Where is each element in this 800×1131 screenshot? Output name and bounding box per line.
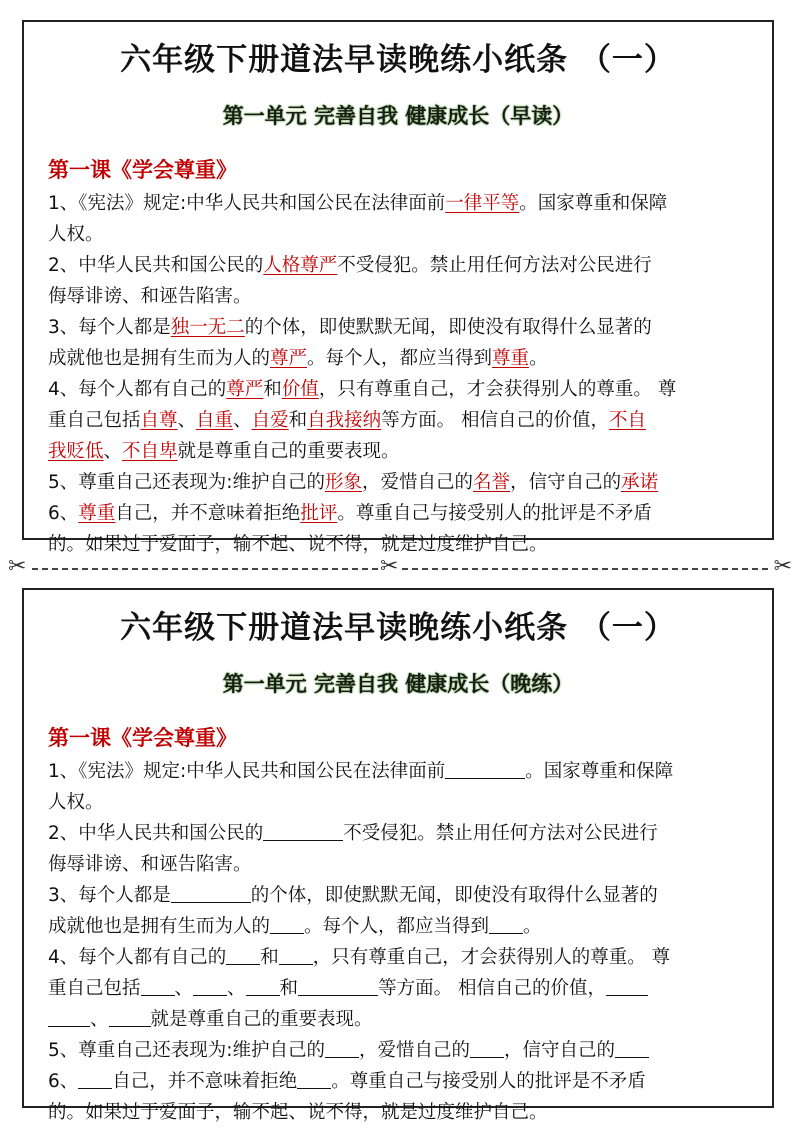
answer: 一律平等 (445, 193, 520, 214)
text-line (48, 250, 752, 281)
text-line (48, 467, 752, 498)
answer-blank[interactable] (279, 946, 313, 965)
card-title: 六年级下册道法早读晚练小纸条 （一） (120, 610, 676, 646)
evening-practice-card (22, 588, 774, 1123)
text-line (48, 787, 752, 818)
text: 、 (177, 410, 197, 431)
answer: 不自卑 (122, 441, 178, 462)
answer: 自我接纳 (307, 410, 382, 431)
text: 。国家尊重和保障 (525, 761, 674, 782)
text: 、 (174, 978, 194, 999)
text-line (48, 818, 752, 849)
answer: 自尊 (140, 410, 178, 431)
text: 等方面。 相信自己的价值， (378, 978, 606, 999)
scissors-icon: ✂ (773, 554, 792, 579)
answer: 独一无二 (170, 317, 245, 338)
text: ，只有尊重自己，才会获得别人的尊重。 尊 (318, 379, 677, 400)
text: 侮辱诽谤、和诬告陷害。 (48, 854, 252, 875)
lesson-text (48, 188, 752, 560)
answer-blank[interactable] (297, 1070, 331, 1089)
text: 成就他也是拥有生而为人的 (48, 348, 271, 369)
unit-subtitle: 第一单元 完善自我 健康成长（晚练） (222, 672, 574, 696)
text: ，爱惜自己的 (359, 1040, 471, 1061)
answer-blank[interactable] (226, 946, 260, 965)
text-line (48, 529, 752, 560)
text: 2、中华人民共和国公民的 (48, 255, 264, 276)
text-line (48, 911, 752, 942)
text-line (48, 1097, 752, 1128)
text: 6、 (48, 503, 79, 524)
text-line (48, 281, 752, 312)
answer-blank[interactable] (78, 1070, 112, 1089)
answer: 我贬低 (48, 441, 104, 462)
answer-blank[interactable] (606, 977, 648, 996)
text: 的个体，即使默默无闻，即使没有取得什么显著的 (244, 317, 652, 338)
answer-blank[interactable] (298, 977, 378, 996)
lesson-heading: 第一课《学会尊重》 (48, 726, 237, 750)
text: 1、《宪法》规定:中华人民共和国公民在法律面前 (48, 761, 446, 782)
answer-blank[interactable] (445, 760, 525, 779)
text: 。 (529, 348, 548, 369)
text: 自己，并不意味着拒绝 (115, 503, 301, 524)
text-line (48, 405, 752, 436)
text: 的。如果过于爱面子，输不起、说不得，就是过度维护自己。 (48, 534, 548, 555)
text: ，爱惜自己的 (362, 472, 474, 493)
answer: 尊严 (226, 379, 264, 400)
text-line (48, 1004, 752, 1035)
scissors-icon: ✂ (380, 554, 399, 579)
text-line (48, 942, 752, 973)
text-line (48, 188, 752, 219)
answer: 形象 (325, 472, 363, 493)
text: 3、每个人都是 (48, 885, 171, 906)
answer: 人格尊严 (263, 255, 338, 276)
text-line (48, 436, 752, 467)
answer-blank[interactable] (141, 977, 175, 996)
text: 5、尊重自己还表现为:维护自己的 (48, 472, 326, 493)
text-line (48, 973, 752, 1004)
answer: 不自 (609, 410, 647, 431)
text: 的。如果过于爱面子，输不起、说不得，就是过度维护自己。 (48, 1102, 548, 1123)
text-line (48, 1066, 752, 1097)
text: ，只有尊重自己，才会获得别人的尊重。 尊 (312, 947, 671, 968)
answer-blank[interactable] (48, 1008, 90, 1027)
text: 就是尊重自己的重要表现。 (177, 441, 400, 462)
answer: 自重 (196, 410, 234, 431)
text: ，信守自己的 (504, 1040, 616, 1061)
text: 成就他也是拥有生而为人的 (48, 916, 271, 937)
answer-blank[interactable] (270, 915, 304, 934)
text: 5、尊重自己还表现为:维护自己的 (48, 1040, 326, 1061)
dashed-divider (32, 568, 768, 570)
answer: 自爱 (251, 410, 289, 431)
text: 1、《宪法》规定:中华人民共和国公民在法律面前 (48, 193, 446, 214)
answer: 批评 (300, 503, 338, 524)
answer-blank[interactable] (109, 1008, 151, 1027)
answer: 名誉 (473, 472, 511, 493)
answer: 尊严 (270, 348, 308, 369)
text-line (48, 343, 752, 374)
exercise-text (48, 756, 752, 1128)
text: 和 (279, 978, 299, 999)
text: 。每个人，都应当得到 (307, 348, 493, 369)
text-line (48, 756, 752, 787)
text: 不受侵犯。禁止用任何方法对公民进行 (337, 255, 652, 276)
text-line (48, 880, 752, 911)
cut-line (8, 554, 792, 579)
lesson-heading: 第一课《学会尊重》 (48, 158, 237, 182)
text: 。国家尊重和保障 (519, 193, 668, 214)
text: 4、每个人都有自己的 (48, 947, 227, 968)
scissors-icon: ✂ (8, 554, 27, 579)
text-line (48, 312, 752, 343)
answer: 承诺 (621, 472, 659, 493)
text: 3、每个人都是 (48, 317, 171, 338)
text: 6、 (48, 1071, 79, 1092)
text: 和 (260, 947, 279, 968)
text: 。尊重自己与接受别人的批评是不矛盾 (337, 503, 652, 524)
text-line (48, 1035, 752, 1066)
answer-blank[interactable] (470, 1039, 504, 1058)
text: 等方面。 相信自己的价值， (381, 410, 610, 431)
card-title: 六年级下册道法早读晚练小纸条 （一） (120, 42, 676, 78)
answer-blank[interactable] (263, 822, 343, 841)
text: ，信守自己的 (510, 472, 622, 493)
answer-blank[interactable] (193, 977, 227, 996)
text: 、 (90, 1009, 109, 1030)
text-line (48, 498, 752, 529)
text: 、 (103, 441, 123, 462)
text: 重自己包括 (48, 410, 141, 431)
answer-blank[interactable] (615, 1039, 649, 1058)
text: 和 (288, 410, 308, 431)
text: 侮辱诽谤、和诬告陷害。 (48, 286, 252, 307)
text: 、 (227, 978, 246, 999)
answer-blank[interactable] (489, 915, 523, 934)
text-line (48, 849, 752, 880)
unit-subtitle: 第一单元 完善自我 健康成长（早读） (222, 104, 574, 128)
morning-reading-card (22, 20, 774, 555)
text: 重自己包括 (48, 978, 141, 999)
answer-blank[interactable] (246, 977, 280, 996)
text: 2、中华人民共和国公民的 (48, 823, 264, 844)
answer-blank[interactable] (325, 1039, 359, 1058)
text: 就是尊重自己的重要表现。 (150, 1009, 373, 1030)
answer-blank[interactable] (171, 884, 251, 903)
answer: 价值 (281, 379, 319, 400)
text: 自己，并不意味着拒绝 (112, 1071, 298, 1092)
text: 。 (523, 916, 542, 937)
text: 不受侵犯。禁止用任何方法对公民进行 (343, 823, 658, 844)
text: 和 (263, 379, 282, 400)
text: 人权。 (48, 224, 104, 245)
text: 的个体，即使默默无闻，即使没有取得什么显著的 (250, 885, 658, 906)
text-line (48, 374, 752, 405)
answer: 尊重 (492, 348, 530, 369)
text-line (48, 219, 752, 250)
text: 、 (233, 410, 252, 431)
text: 。每个人，都应当得到 (304, 916, 490, 937)
text: 。尊重自己与接受别人的批评是不矛盾 (331, 1071, 646, 1092)
text: 人权。 (48, 792, 104, 813)
answer: 尊重 (78, 503, 116, 524)
text: 4、每个人都有自己的 (48, 379, 227, 400)
